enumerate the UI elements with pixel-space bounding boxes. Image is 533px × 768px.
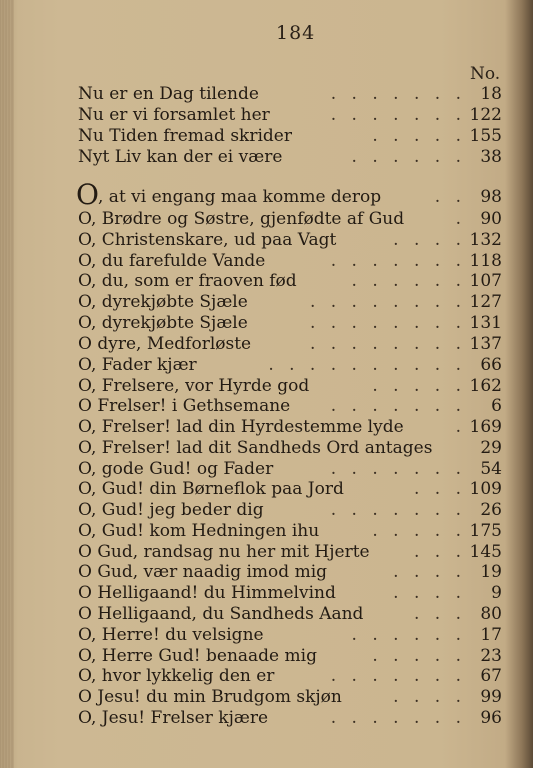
entry-title: O, Gud! jeg beder dig <box>78 500 264 520</box>
index-entry <box>78 271 502 293</box>
column-header-no: No. <box>470 64 501 84</box>
leader-dots: . . . . <box>393 230 466 250</box>
hymn-number: 127 <box>469 292 502 312</box>
hymn-number: 175 <box>469 521 502 541</box>
leader-dots: . . . <box>413 604 466 624</box>
index-entry <box>78 708 502 730</box>
leader-dots: . . . . . . . . . . <box>268 355 466 375</box>
index-entry <box>78 583 502 605</box>
entry-title: O, Frelser! lad din Hyrdestemme lyde <box>78 417 404 437</box>
index-entry <box>78 334 502 356</box>
hymn-number: 162 <box>469 376 502 396</box>
index-entry <box>78 562 502 584</box>
index-entry <box>78 687 502 709</box>
index-entry <box>78 500 502 522</box>
index-entry <box>78 209 502 231</box>
entry-title: O, Frelsere, vor Hyrde god <box>78 376 310 396</box>
hymn-number: 66 <box>480 355 502 375</box>
index-entry <box>78 625 502 647</box>
hymn-number: 23 <box>480 646 502 666</box>
leader-dots: . . . . . . . <box>330 251 466 271</box>
leader-dots: . . . . . . <box>351 625 466 645</box>
hymn-number: 19 <box>480 562 502 582</box>
hymn-number: 67 <box>480 666 502 686</box>
index-entry <box>78 521 502 543</box>
entry-title: O, Jesu! Frelser kjære <box>78 708 269 728</box>
hymn-number: 132 <box>469 230 502 250</box>
hymn-number: 118 <box>469 251 502 271</box>
index-entry <box>78 313 502 335</box>
index-entry <box>78 251 502 273</box>
leader-dots: . . . . . . . <box>330 459 466 479</box>
leader-dots: . . . . . <box>372 521 466 541</box>
index-entry <box>76 178 502 211</box>
entry-title: O, Gud! kom Hedningen ihu <box>78 521 320 541</box>
hymn-number: 155 <box>469 126 502 146</box>
leader-dots: . . . . . . . . <box>309 313 466 333</box>
leader-dots: . . . . . . <box>351 147 466 167</box>
entry-title: O Gud, randsag nu her mit Hjerte <box>78 542 370 562</box>
entry-title: O, Fader kjær <box>78 355 197 375</box>
entry-title: O Frelser! i Gethsemane <box>78 396 291 416</box>
index-entry <box>78 438 502 460</box>
hymn-number: 145 <box>469 542 502 562</box>
leader-dots: . . . . . <box>372 376 466 396</box>
page-edge <box>0 0 14 768</box>
entry-title: O, Frelser! lad dit Sandheds Ord antages <box>78 438 433 458</box>
hymn-number: 29 <box>480 438 502 458</box>
hymn-number: 26 <box>480 500 502 520</box>
hymn-number: 17 <box>480 625 502 645</box>
leader-dots: . . . . . . . <box>330 396 466 416</box>
hymn-number: 90 <box>480 209 502 229</box>
entry-title: Nu er en Dag tilende <box>78 84 259 104</box>
leader-dots: . . . . . <box>372 126 466 146</box>
index-entry <box>78 355 502 377</box>
hymn-number: 98 <box>480 187 502 207</box>
entry-title: O, dyrekjøbte Sjæle <box>78 292 248 312</box>
leader-dots: . . . . . . . <box>330 105 466 125</box>
leader-dots: . . . . . . . <box>330 708 466 728</box>
hymn-number: 80 <box>480 604 502 624</box>
entry-title: O, dyrekjøbte Sjæle <box>78 313 248 333</box>
index-entry <box>78 105 502 127</box>
index-entry <box>78 417 502 439</box>
entry-title: O, gode Gud! og Fader <box>78 459 274 479</box>
entry-title: O, Herre Gud! benaade mig <box>78 646 317 666</box>
index-entry <box>78 542 502 564</box>
leader-dots: . <box>455 417 466 437</box>
entry-title: O, hvor lykkelig den er <box>78 666 275 686</box>
index-entry <box>78 479 502 501</box>
leader-dots: . . . . <box>393 562 466 582</box>
index-entry <box>78 666 502 688</box>
hymn-number: 107 <box>469 271 502 291</box>
entry-title: O dyre, Medforløste <box>78 334 252 354</box>
entry-title: O Helligaand! du Himmelvind <box>78 583 336 603</box>
hymn-number: 54 <box>480 459 502 479</box>
leader-dots: . . . . . . . . <box>309 292 466 312</box>
leader-dots: . . . . . . . . <box>309 334 466 354</box>
entry-title: O, Brødre og Søstre, gjenfødte af Gud <box>78 209 405 229</box>
index-entry <box>78 604 502 626</box>
leader-dots: . . . . . . . <box>330 666 466 686</box>
leader-dots: . . . <box>413 542 466 562</box>
hymn-number: 122 <box>469 105 502 125</box>
hymn-number: 131 <box>469 313 502 333</box>
leader-dots: . <box>455 209 466 229</box>
index-entry <box>78 376 502 398</box>
leader-dots: . . . . . . . <box>330 84 466 104</box>
leader-dots: . . . . . . . <box>330 500 466 520</box>
index-entry <box>78 292 502 314</box>
entry-title: Nu Tiden fremad skrider <box>78 126 292 146</box>
entry-title: O, Christenskare, ud paa Vagt <box>78 230 337 250</box>
hymn-number: 38 <box>480 147 502 167</box>
leader-dots: . . . <box>413 479 466 499</box>
hymn-number: 99 <box>480 687 502 707</box>
index-entry <box>78 84 502 106</box>
index-entry <box>78 459 502 481</box>
index-entry <box>78 230 502 252</box>
entry-title-rest: , at vi engang maa komme derop <box>98 187 382 207</box>
leader-dots: . . <box>434 187 466 207</box>
entry-title: O, du farefulde Vande <box>78 251 266 271</box>
entry-title: O Helligaand, du Sandheds Aand <box>78 604 364 624</box>
hymn-number: 18 <box>480 84 502 104</box>
hymn-number: 6 <box>491 396 502 416</box>
index-entry <box>78 396 502 418</box>
entry-title: Nyt Liv kan der ei være <box>78 147 283 167</box>
hymn-number: 96 <box>480 708 502 728</box>
entry-title: O, du, som er fraoven fød <box>78 271 297 291</box>
index-entry <box>78 126 502 148</box>
hymn-number: 109 <box>469 479 502 499</box>
index-entry <box>78 147 502 169</box>
index-entry <box>78 646 502 668</box>
hymn-number: 9 <box>491 583 502 603</box>
hymn-number: 137 <box>469 334 502 354</box>
hymn-number: 169 <box>469 417 502 437</box>
drop-initial: O <box>76 178 99 211</box>
entry-title: O Jesu! du min Brudgom skjøn <box>78 687 342 707</box>
entry-title: O, Herre! du velsigne <box>78 625 264 645</box>
entry-title: Nu er vi forsamlet her <box>78 105 270 125</box>
leader-dots: . . . . <box>393 687 466 707</box>
leader-dots: . . . . . <box>372 646 466 666</box>
entry-title: O, Gud! din Børneflok paa Jord <box>78 479 344 499</box>
leader-dots: . . . . . . <box>351 271 466 291</box>
entry-title: O Gud, vær naadig imod mig <box>78 562 328 582</box>
page-number: 184 <box>276 22 316 44</box>
leader-dots: . . . . <box>393 583 466 603</box>
